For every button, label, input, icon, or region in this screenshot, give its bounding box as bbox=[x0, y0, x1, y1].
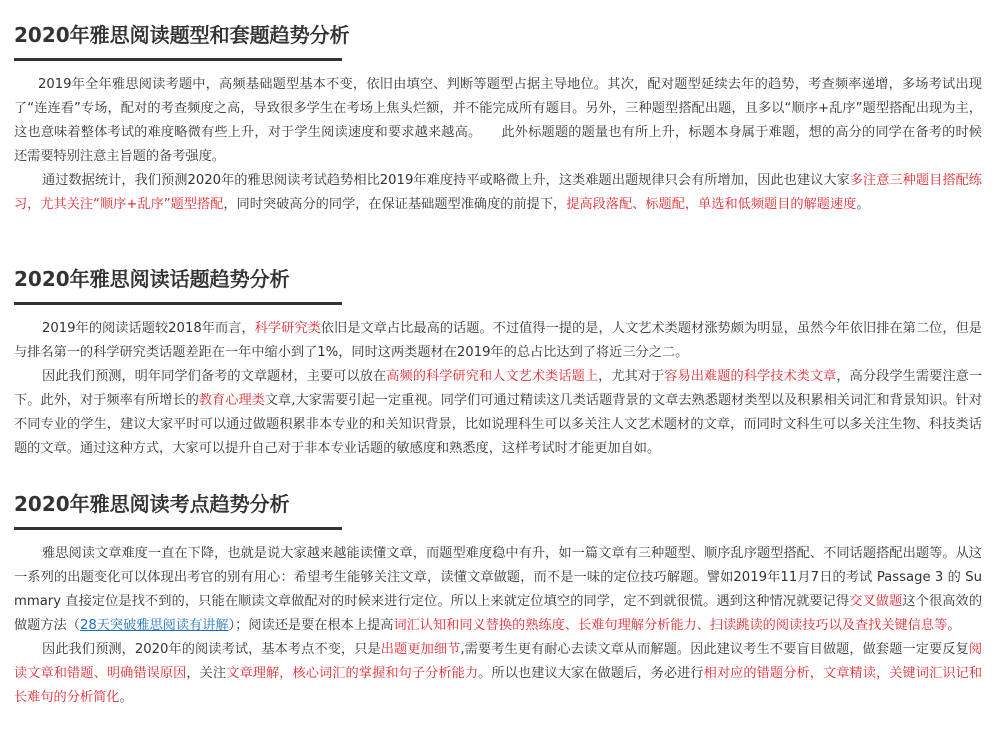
paragraph: 通过数据统计，我们预测2020年的雅思阅读考试趋势相比2019年难度持平或略微上升，这类难题出题规律只会有所增加，因此也建议大家多注意三种题目搭配练习，尤其关注“顺序+乱序”题型搭配，同时突破高分的同学，在保证基础题型准确度的前提下，提高段落配、标题配，单选和低频题目的解题速度。 bbox=[14, 173, 982, 212]
paragraph: 雅思阅读文章难度一直在下降，也就是说大家越来越能读懂文章，而题型难度稳中有升，如一篇文章有三种题型、顺序乱序题型搭配、不同话题搭配出题等。从这一系列的出题变化可以体现出考官的别有用心：希望考生能够关注文章，读懂文章做题，而不是一味的定位技巧解题。譬如2019年11月7日的考试 Passage 3 的 Summary 直接定位是找不到的，只能在顺读文章做配对的时候来进行定位。所以上来就定位填空的同学，定不到就很慌。遇到这种情况就要记得交叉做题这个很高效的做题方法（28天突破雅思阅读有讲解）；阅读还是要在根本上提高词汇认知和同义替换的熟练度、长难句理解分析能力、扫读跳读的阅读技巧以及查找关键信息等。 bbox=[14, 546, 983, 633]
section-title: 2020年雅思阅读考点趋势分析 bbox=[14, 492, 290, 516]
paragraph: 2019年全年雅思阅读考题中，高频基础题型基本不变，依旧由填空、判断等题型占据主导地位。其次，配对题型延续去年的趋势，考查频率递增，多场考试出现了“连连看”专场，配对的考查频度之高，导致很多学生在考场上焦头烂额，并不能完成所有题目。另外，三种题型搭配出题，且多以“顺序+乱序”题型搭配出现为主，这也意味着整体考试的难度略微有些上升，对于学生阅读速度和要求越来越高。 此外标题题的题量也有所上升，标题本身属于难题，想的高分的同学在备考的时候还需要特别注意主旨题的备考强度。 bbox=[14, 77, 982, 164]
section-topic-trends bbox=[14, 265, 982, 461]
highlight-text: 容易出难题的科学技术类文章 bbox=[664, 369, 837, 384]
article-link[interactable]: 28天突破雅思阅读有讲解 bbox=[79, 618, 229, 633]
paragraph: 2019年的阅读话题较2018年而言，科学研究类依旧是文章占比最高的话题。不过值得一提的是，人文艺术类题材涨势颇为明显，虽然今年依旧排在第二位，但是与排名第一的科学研究类话题差距在一年中缩小到了1%，同时这两类题材在2019年的总占比达到了将近三分之二。 bbox=[14, 321, 982, 360]
title-underline bbox=[14, 302, 342, 305]
highlight-text: 高频的科学研究和人文艺术类话题上 bbox=[386, 369, 599, 384]
highlight-text: 教育心理类 bbox=[198, 393, 265, 408]
highlight-text: 相对应的错题分析，文章精读，关键词汇识记和长难句的分析简化 bbox=[14, 666, 983, 705]
section-title: 2020年雅思阅读题型和套题趋势分析 bbox=[14, 23, 350, 47]
paragraph: 因此我们预测，明年同学们备考的文章题材，主要可以放在高频的科学研究和人文艺术类话题上，尤其对于容易出难题的科学技术类文章，高分段学生需要注意一下。此外，对于频率有所增长的教育心理类文章,大家需要引起一定重视。同学们可通过精读这几类话题背景的文章去熟悉题材类型以及积累相关词汇和背景知识。针对不同专业的学生，建议大家平时可以通过做题积累非本专业的和关知识背景，比如说理科生可以多关注人文艺术题材的文章，而同时文科生可以多关注生物、科技类话题的文章。通过这种方式，大家可以提升自己对于非本专业话题的敏感度和熟悉度，这样考试时才能更加自如。 bbox=[14, 369, 983, 456]
highlight-text: 词汇认知和同义替换的熟练度、长难句理解分析能力、扫读跳读的阅读技巧以及查找关键信息等 bbox=[393, 618, 948, 633]
paragraph: 因此我们预测，2020年的阅读考试，基本考点不变，只是出题更加细节,需要考生更有耐心去读文章从而解题。因此建议考生不要盲目做题，做套题一定要反复阅读文章和错题、明确错误原因，关注文章理解，核心词汇的掌握和句子分析能力。所以也建议大家在做题后，务必进行相对应的错题分析，文章精读，关键词汇识记和长难句的分析简化。 bbox=[14, 642, 983, 705]
highlight-text: 文章理解，核心词汇的掌握和句子分析能力 bbox=[226, 666, 479, 681]
highlight-text: 科学研究类 bbox=[254, 321, 321, 336]
section-question-types bbox=[14, 21, 982, 217]
highlight-text: 交叉做题 bbox=[849, 594, 903, 609]
highlight-text: 提高段落配、标题配，单选和低频题目的解题速度 bbox=[566, 197, 857, 212]
section-title: 2020年雅思阅读话题趋势分析 bbox=[14, 267, 290, 291]
highlight-text: 出题更加细节 bbox=[380, 642, 461, 657]
title-underline bbox=[14, 527, 342, 530]
highlight-text: 阅读文章和错题、明确错误原因 bbox=[14, 642, 982, 681]
highlight-text: 多注意三种题目搭配练习，尤其关注“顺序+乱序”题型搭配 bbox=[14, 173, 982, 212]
title-underline bbox=[14, 58, 342, 61]
section-test-point-trends bbox=[14, 490, 982, 710]
